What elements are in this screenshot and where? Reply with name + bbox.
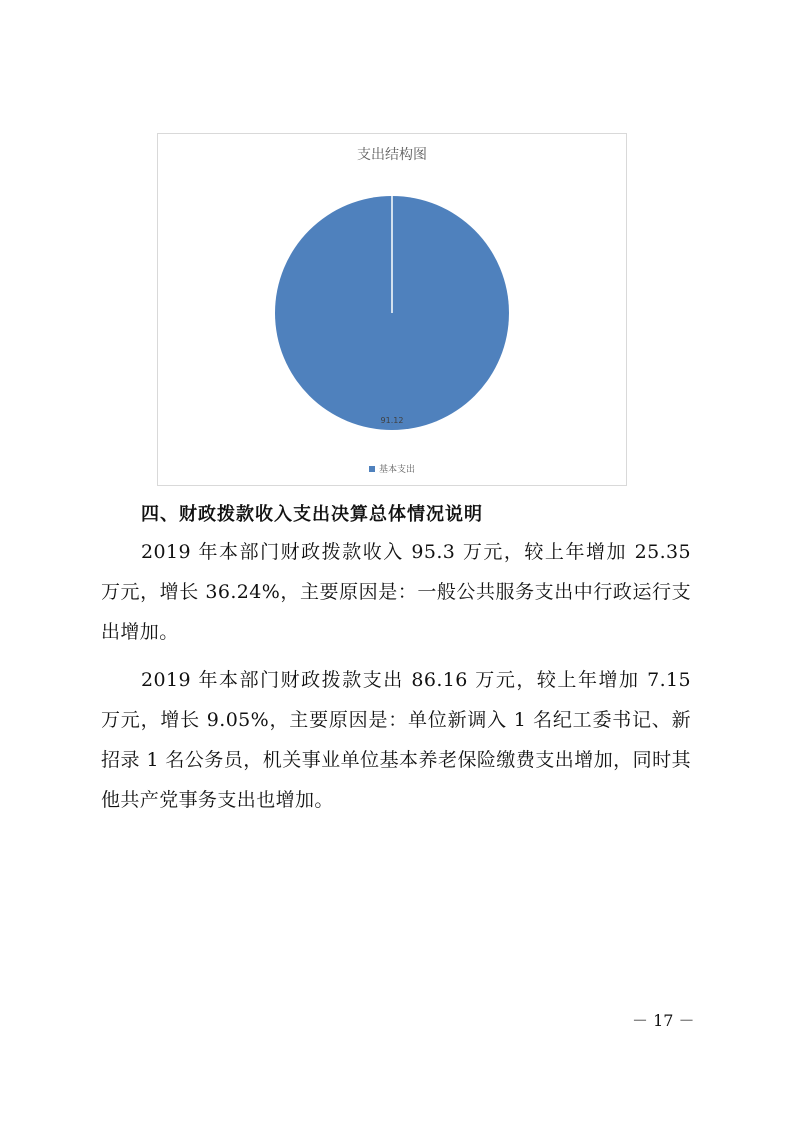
expenditure-structure-chart [157, 133, 627, 486]
section-heading: 四、财政拨款收入支出决算总体情况说明 [141, 504, 483, 525]
page-number: － 17 － [632, 1011, 695, 1030]
pie-chart-svg [158, 134, 626, 485]
legend-label-basic: 基本支出 [378, 465, 415, 475]
pie-data-label-0: 91.12 [380, 416, 404, 425]
paragraph-expenditure: 2019 年本部门财政拨款支出 86.16 万元，较上年增加 7.15 万元，增长 9.05%，主要原因是：单位新调入 1 名纪工委书记、新招录 1 名公务员，机关事业单位基本养老保险缴费支出增加，同时其他共产党事务支出也增加。 [101, 669, 691, 811]
paragraph-income: 2019 年本部门财政拨款收入 95.3 万元，较上年增加 25.35 万元，增长 36.24%，主要原因是：一般公共服务支出中行政运行支出增加。 [101, 541, 691, 643]
chart-title: 支出结构图 [357, 147, 427, 163]
chart-legend [158, 462, 626, 475]
legend-swatch-basic [369, 466, 375, 472]
